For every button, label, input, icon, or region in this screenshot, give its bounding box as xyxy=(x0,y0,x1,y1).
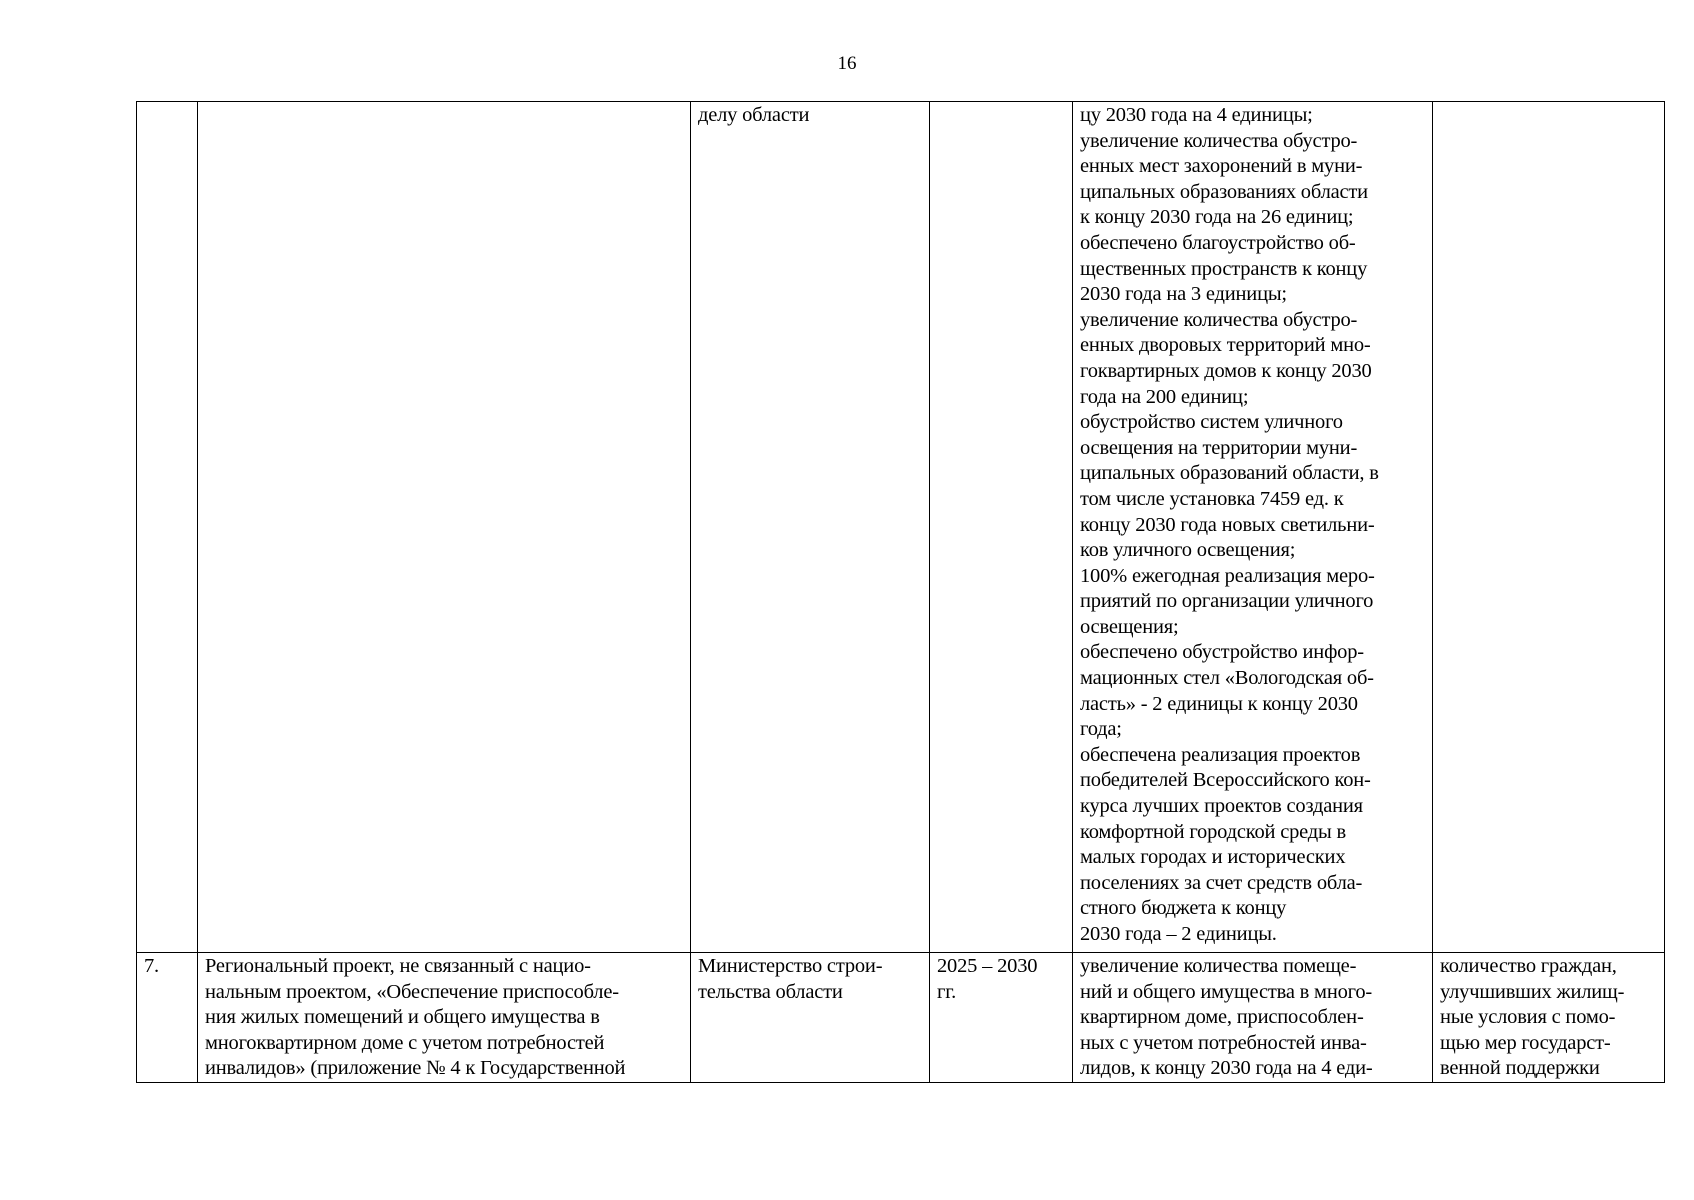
text-line: ний и общего имущества в много- xyxy=(1080,980,1373,1003)
text-line: щью мер государст- xyxy=(1440,1031,1611,1054)
text-line: многоквартирном доме с учетом потребностей xyxy=(205,1031,605,1054)
text-line: Региональный проект, не связанный с нацио- xyxy=(205,955,591,977)
text-line: поселениях за счет средств обла- xyxy=(1080,871,1363,894)
text-line: к концу 2030 года на 26 единиц; xyxy=(1080,206,1354,229)
text-line: победителей Всероссийского кон- xyxy=(1080,769,1371,792)
cell-indicator xyxy=(1433,953,1665,1083)
table-row-7 xyxy=(137,953,1665,1083)
cell-responsible xyxy=(691,953,930,1083)
text-line: освещения; xyxy=(1080,615,1179,638)
text-line: венной поддержки xyxy=(1440,1057,1600,1080)
text-line: мационных стел «Вологодская об- xyxy=(1080,667,1374,690)
text-line: обеспечено обустройство инфор- xyxy=(1080,641,1364,664)
text-line: ласть» - 2 единицы к концу 2030 xyxy=(1080,692,1358,715)
text-line: 100% ежегодная реализация меро- xyxy=(1080,564,1375,587)
text-line: ков уличного освещения; xyxy=(1080,539,1296,562)
text-line: лидов, к концу 2030 года на 4 еди- xyxy=(1080,1057,1373,1080)
text-line: ные условия с помо- xyxy=(1440,1006,1616,1029)
cell-project-name xyxy=(198,953,691,1083)
text-line: освещения на территории муни- xyxy=(1080,436,1358,459)
text-line: количество граждан, xyxy=(1440,955,1617,977)
text-line: нальным проектом, «Обеспечение приспособле- xyxy=(205,980,619,1003)
text-line: обеспечено благоустройство об- xyxy=(1080,231,1356,254)
cell-period xyxy=(930,953,1073,1083)
text-line: енных мест захоронений в муни- xyxy=(1080,155,1363,178)
text-line: ния жилых помещений и общего имущества в xyxy=(205,1006,600,1029)
text-line: квартирном доме, приспособлен- xyxy=(1080,1006,1364,1029)
text-line: малых городах и исторических xyxy=(1080,846,1346,869)
text-line: 2025 – 2030 xyxy=(937,955,1038,977)
table-row-continuation xyxy=(137,102,1665,953)
text-line: цу 2030 года на 4 единицы; xyxy=(1080,104,1313,126)
cell-number xyxy=(137,102,198,953)
program-table xyxy=(136,101,1665,1083)
text-line: том числе установка 7459 ед. к xyxy=(1080,487,1344,510)
text-line: курса лучших проектов создания xyxy=(1080,795,1363,818)
cell-indicator xyxy=(1433,102,1665,953)
text-line: улучшивших жилищ- xyxy=(1440,980,1625,1003)
cell-results xyxy=(1073,102,1433,953)
text-line: обеспечена реализация проектов xyxy=(1080,743,1361,766)
text-line: 2030 года – 2 единицы. xyxy=(1080,923,1277,945)
text-line: гоквартирных домов к концу 2030 xyxy=(1080,359,1372,382)
cell-results xyxy=(1073,953,1433,1083)
text-line: щественных пространств к концу xyxy=(1080,257,1368,280)
text-line: ципальных образованиях области xyxy=(1080,180,1368,203)
text-line: увеличение количества помеще- xyxy=(1080,955,1357,977)
cell-project-name xyxy=(198,102,691,953)
cell-number xyxy=(137,953,198,1083)
row-number: 7. xyxy=(144,955,159,977)
text-line: инвалидов» (приложение № 4 к Государственной xyxy=(205,1057,626,1080)
text-line: енных дворовых территорий мно- xyxy=(1080,334,1371,357)
text-line: Министерство строи- xyxy=(698,955,883,977)
text-line: увеличение количества обустро- xyxy=(1080,129,1358,152)
text-line: увеличение количества обустро- xyxy=(1080,308,1358,331)
text-line: тельства области xyxy=(698,980,843,1003)
text-line: гг. xyxy=(937,980,957,1003)
text-line: комфортной городской среды в xyxy=(1080,820,1346,843)
text-line: ципальных образований области, в xyxy=(1080,462,1379,485)
text-line: стного бюджета к концу xyxy=(1080,897,1287,920)
text-line: года на 200 единиц; xyxy=(1080,385,1249,408)
text-line: 2030 года на 3 единицы; xyxy=(1080,283,1287,306)
text-line: обустройство систем уличного xyxy=(1080,411,1343,434)
text-line: приятий по организации уличного xyxy=(1080,590,1374,613)
cell-period xyxy=(930,102,1073,953)
text-line: ных с учетом потребностей инва- xyxy=(1080,1031,1367,1054)
text-line: концу 2030 года новых светильни- xyxy=(1080,513,1375,536)
text-line: делу области xyxy=(698,104,810,126)
cell-responsible xyxy=(691,102,930,953)
page-number: 16 xyxy=(837,53,857,74)
text-line: года; xyxy=(1080,718,1122,741)
